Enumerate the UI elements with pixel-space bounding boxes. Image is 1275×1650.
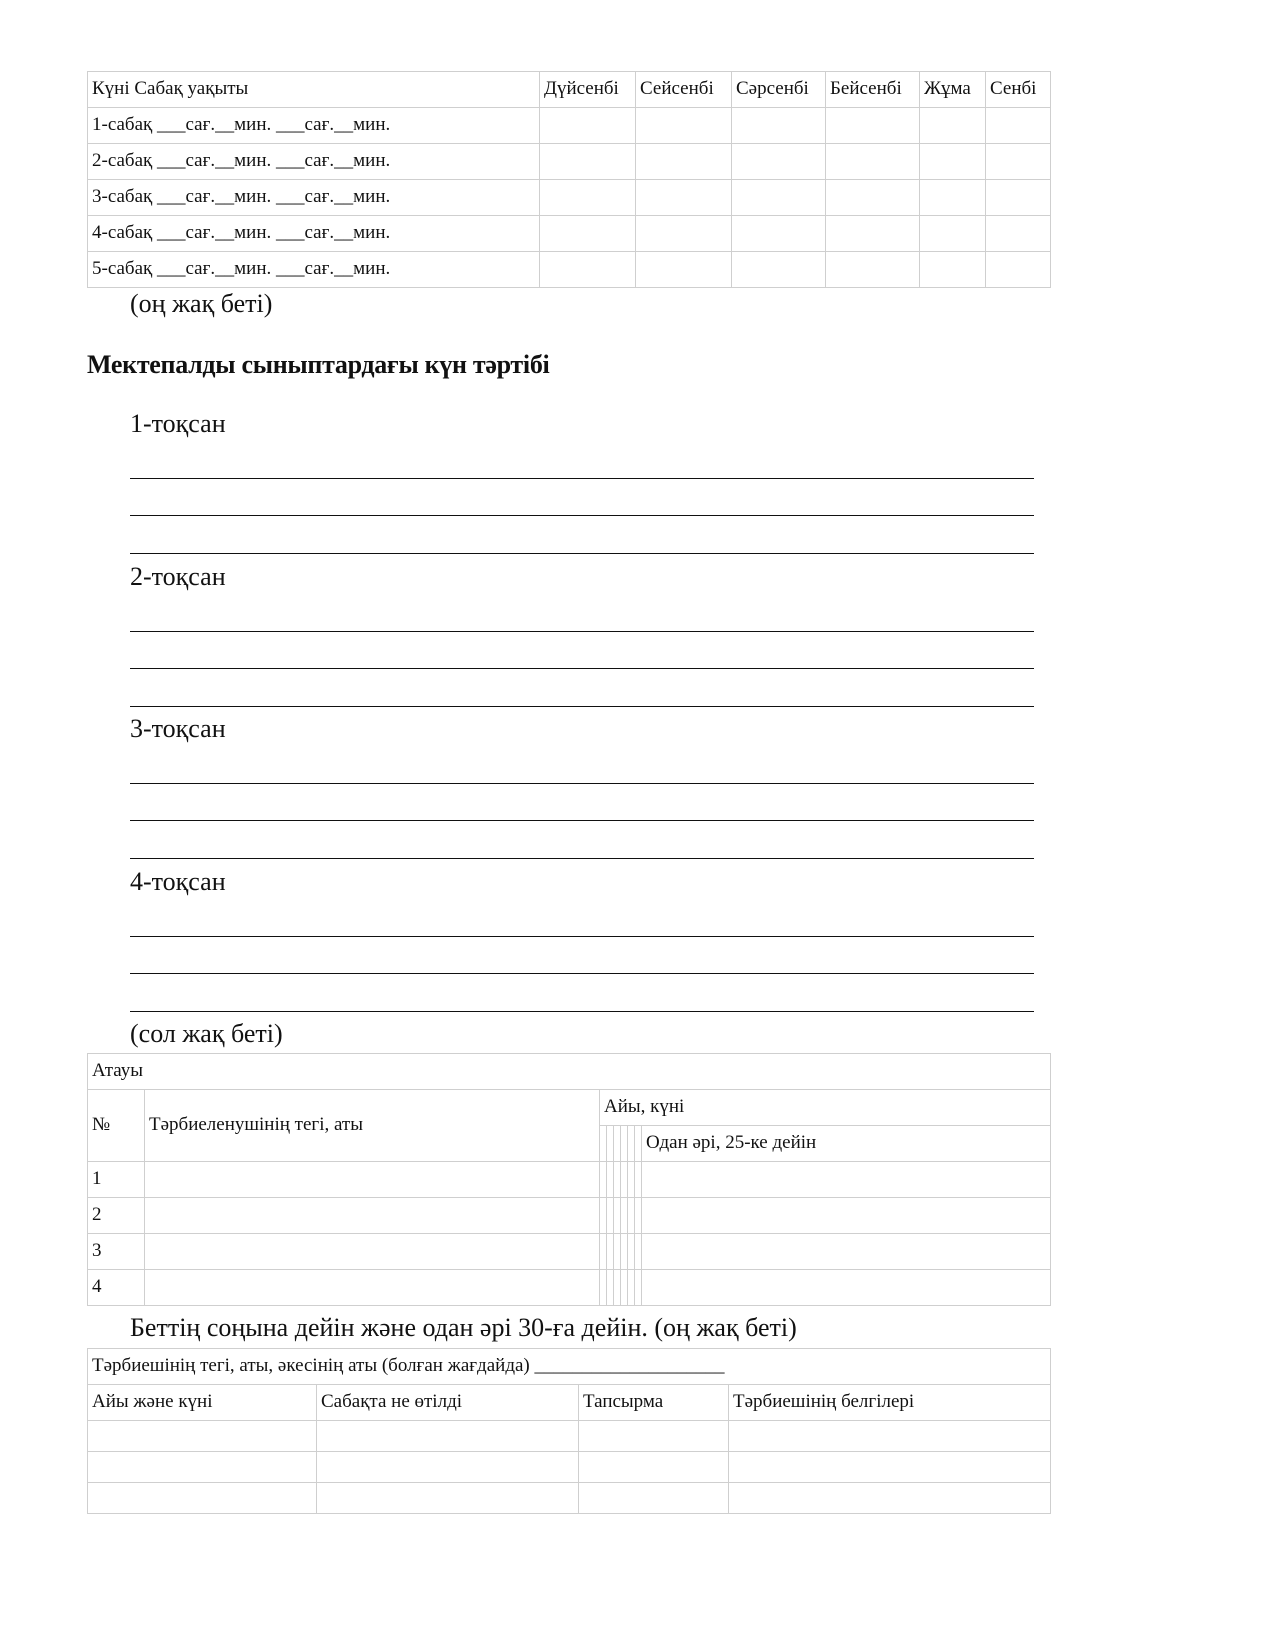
table-cell[interactable] (88, 1421, 317, 1452)
schedule-cell[interactable] (732, 252, 826, 288)
number-header: № (88, 1090, 145, 1162)
day-header: Дүйсенбі (540, 72, 636, 108)
blank-line[interactable] (130, 936, 1034, 937)
quarter-label: 1-тоқсан (130, 409, 226, 438)
student-name-cell[interactable] (145, 1162, 600, 1198)
table-cell[interactable] (88, 1483, 317, 1514)
schedule-cell[interactable] (636, 108, 732, 144)
table-cell[interactable] (579, 1452, 729, 1483)
lesson-time-cell: 4-сабақ ___сағ.__мин. ___сағ.__мин. (88, 216, 540, 252)
schedule-header-cell: Күні Сабақ уақыты (88, 72, 540, 108)
day-cell[interactable] (600, 1270, 607, 1306)
schedule-row (88, 252, 1051, 288)
day-header: Сейсенбі (636, 72, 732, 108)
row-number: 1 (88, 1162, 145, 1198)
attendance-row (88, 1270, 1051, 1306)
table-cell[interactable] (729, 1483, 1051, 1514)
teacher-name-line: Тәрбиешінің тегі, аты, әкесінің аты (болған жағдайда) ____________________ (88, 1349, 1051, 1385)
schedule-header-row (88, 72, 1051, 108)
day-cell[interactable] (621, 1270, 628, 1306)
schedule-cell[interactable] (986, 108, 1051, 144)
table-cell[interactable] (579, 1483, 729, 1514)
schedule-cell[interactable] (732, 180, 826, 216)
blank-line[interactable] (130, 515, 1034, 516)
table-cell[interactable] (88, 1452, 317, 1483)
blank-line[interactable] (130, 631, 1034, 632)
schedule-cell[interactable] (986, 180, 1051, 216)
day-header: Сенбі (986, 72, 1051, 108)
lesson-time-cell: 2-сабақ ___сағ.__мин. ___сағ.__мин. (88, 144, 540, 180)
day-cell[interactable] (607, 1126, 614, 1162)
blank-line[interactable] (130, 1011, 1034, 1012)
day-cell[interactable] (600, 1198, 607, 1234)
schedule-cell[interactable] (826, 252, 920, 288)
schedule-row (88, 144, 1051, 180)
schedule-cell[interactable] (540, 180, 636, 216)
student-name-cell[interactable] (145, 1198, 600, 1234)
day-cell[interactable] (642, 1198, 1051, 1234)
teacher-header-row (88, 1385, 1051, 1421)
table-cell[interactable] (579, 1421, 729, 1452)
day-cell[interactable] (614, 1162, 621, 1198)
day-cell[interactable] (635, 1270, 642, 1306)
table-cell[interactable] (729, 1452, 1051, 1483)
column-header: Тапсырма (579, 1385, 729, 1421)
quarter-label: 2-тоқсан (130, 562, 226, 591)
row-number: 2 (88, 1198, 145, 1234)
schedule-cell[interactable] (540, 216, 636, 252)
schedule-cell[interactable] (636, 216, 732, 252)
schedule-cell[interactable] (636, 252, 732, 288)
schedule-cell[interactable] (986, 252, 1051, 288)
table-cell[interactable] (317, 1421, 579, 1452)
lesson-time-cell: 5-сабақ ___сағ.__мин. ___сағ.__мин. (88, 252, 540, 288)
attendance-title: Атауы (88, 1054, 1051, 1090)
schedule-cell[interactable] (920, 180, 986, 216)
quarter-label: 3-тоқсан (130, 714, 226, 743)
day-cell[interactable] (614, 1126, 621, 1162)
day-cell[interactable] (635, 1234, 642, 1270)
day-cell[interactable] (642, 1234, 1051, 1270)
schedule-cell[interactable] (986, 216, 1051, 252)
lesson-schedule-table (87, 71, 1051, 288)
schedule-row (88, 216, 1051, 252)
schedule-cell[interactable] (826, 216, 920, 252)
schedule-cell[interactable] (636, 144, 732, 180)
teacher-table (87, 1348, 1051, 1514)
day-cell[interactable] (614, 1198, 621, 1234)
day-header: Жұма (920, 72, 986, 108)
schedule-cell[interactable] (920, 108, 986, 144)
schedule-cell[interactable] (540, 252, 636, 288)
blank-line[interactable] (130, 706, 1034, 707)
day-header: Сәрсенбі (732, 72, 826, 108)
blank-line[interactable] (130, 973, 1034, 974)
month-day-header: Айы, күні (600, 1090, 1051, 1126)
schedule-cell[interactable] (540, 144, 636, 180)
student-name-cell[interactable] (145, 1270, 600, 1306)
continue-header: Одан әрі, 25-ке дейін (642, 1126, 1051, 1162)
day-cell[interactable] (600, 1126, 607, 1162)
left-page-note: (сол жақ беті) (130, 1019, 283, 1048)
day-cell[interactable] (607, 1234, 614, 1270)
day-cell[interactable] (607, 1198, 614, 1234)
day-cell[interactable] (621, 1198, 628, 1234)
day-cell[interactable] (642, 1162, 1051, 1198)
table-row (88, 1421, 1051, 1452)
student-name-cell[interactable] (145, 1234, 600, 1270)
blank-line[interactable] (130, 668, 1034, 669)
day-cell[interactable] (621, 1234, 628, 1270)
blank-line[interactable] (130, 858, 1034, 859)
row-number: 4 (88, 1270, 145, 1306)
right-page-note: (оң жақ беті) (130, 289, 273, 318)
schedule-cell[interactable] (732, 108, 826, 144)
day-cell[interactable] (628, 1234, 635, 1270)
attendance-row (88, 1234, 1051, 1270)
schedule-cell[interactable] (920, 216, 986, 252)
schedule-cell[interactable] (826, 180, 920, 216)
schedule-cell[interactable] (826, 108, 920, 144)
day-cell[interactable] (635, 1162, 642, 1198)
schedule-cell[interactable] (920, 144, 986, 180)
day-cell[interactable] (628, 1126, 635, 1162)
attendance-row (88, 1198, 1051, 1234)
day-cell[interactable] (607, 1162, 614, 1198)
day-cell[interactable] (614, 1270, 621, 1306)
day-cell[interactable] (621, 1162, 628, 1198)
table-cell[interactable] (317, 1452, 579, 1483)
day-cell[interactable] (614, 1234, 621, 1270)
day-cell[interactable] (600, 1162, 607, 1198)
day-cell[interactable] (642, 1270, 1051, 1306)
blank-line[interactable] (130, 783, 1034, 784)
day-cell[interactable] (635, 1126, 642, 1162)
day-cell[interactable] (600, 1234, 607, 1270)
table-cell[interactable] (317, 1483, 579, 1514)
schedule-cell[interactable] (826, 144, 920, 180)
table-row (88, 1483, 1051, 1514)
column-header: Айы және күні (88, 1385, 317, 1421)
student-name-header: Тәрбиеленушінің тегі, аты (145, 1090, 600, 1162)
column-header: Тәрбиешінің белгілері (729, 1385, 1051, 1421)
attendance-table (87, 1053, 1051, 1306)
day-cell[interactable] (628, 1198, 635, 1234)
day-cell[interactable] (628, 1270, 635, 1306)
column-header: Сабақта не өтілді (317, 1385, 579, 1421)
blank-line[interactable] (130, 820, 1034, 821)
day-cell[interactable] (621, 1126, 628, 1162)
quarter-label: 4-тоқсан (130, 867, 226, 896)
schedule-cell[interactable] (732, 216, 826, 252)
lesson-time-cell: 3-сабақ ___сағ.__мин. ___сағ.__мин. (88, 180, 540, 216)
schedule-cell[interactable] (636, 180, 732, 216)
schedule-row (88, 180, 1051, 216)
schedule-cell[interactable] (540, 108, 636, 144)
section-title: Мектепалды сыныптардағы күн тәртібі (87, 350, 550, 379)
row-number: 3 (88, 1234, 145, 1270)
schedule-cell[interactable] (986, 144, 1051, 180)
schedule-cell[interactable] (920, 252, 986, 288)
lesson-time-cell: 1-сабақ ___сағ.__мин. ___сағ.__мин. (88, 108, 540, 144)
schedule-cell[interactable] (732, 144, 826, 180)
table-row (88, 1452, 1051, 1483)
day-cell[interactable] (628, 1162, 635, 1198)
blank-line[interactable] (130, 478, 1034, 479)
schedule-row (88, 108, 1051, 144)
attendance-row (88, 1162, 1051, 1198)
day-cell[interactable] (607, 1270, 614, 1306)
table-cell[interactable] (729, 1421, 1051, 1452)
blank-line[interactable] (130, 553, 1034, 554)
continue-note: Беттің соңына дейін және одан әрі 30-ға дейін. (оң жақ беті) (130, 1313, 797, 1342)
day-cell[interactable] (635, 1198, 642, 1234)
day-header: Бейсенбі (826, 72, 920, 108)
